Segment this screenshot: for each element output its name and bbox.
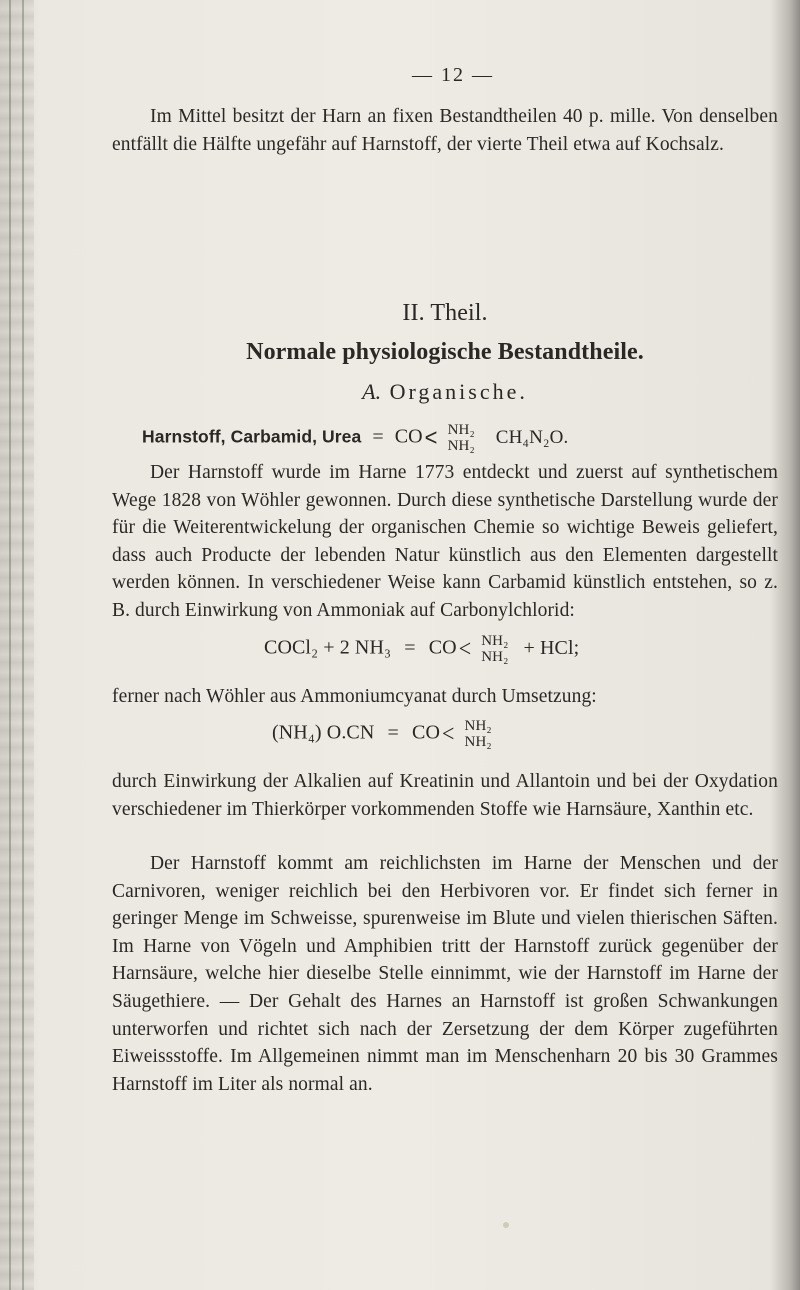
gutter-line: [22, 0, 24, 1290]
urea-eq: =: [372, 425, 384, 448]
urea-nh2-group: [440, 422, 475, 454]
formula2-lhs: (NH₄) O.CN: [272, 721, 375, 744]
formula1-nh2-group: [473, 633, 508, 665]
formula-carbonylchlorid: [264, 633, 579, 665]
formula2-nh2-top: NH₂: [464, 718, 492, 734]
formula1-lhs: COCl₂ + 2 NH₃: [264, 636, 392, 659]
formula2-co: CO: [412, 721, 440, 744]
formula2-nh2-bottom: NH₂: [464, 734, 492, 750]
urea-empirical: CH₄N₂O.: [495, 426, 569, 448]
part-title: II. Theil.: [402, 300, 488, 326]
paragraph-alkalien: durch Einwirkung der Alkalien auf Kreatinin und Allantoin und bei der Oxydation verschiedener im Thierkörper vorkommenden Stoffe wie Harnsäure, Xanthin etc.: [112, 771, 778, 820]
bond-chevron-icon: <: [424, 423, 438, 452]
paper-spot: [503, 1222, 509, 1228]
page-number: — 12 —: [412, 64, 494, 86]
formula1-co: CO: [428, 636, 457, 659]
formula1-nh2-bottom: NH₂: [481, 649, 509, 665]
subsection-label: Organische.: [389, 379, 528, 404]
paragraph-vorkommen: Der Harnstoff kommt am reichlichsten im Harne der Menschen und der Carnivoren, weniger reichlich bei den Herbivoren vor. Er findet sich ferner in geringer Menge im Schweisse, spurenweise im Blute und vielen thierischen Säften. Im Harne von Vögeln und Amphibien tritt der Harnstoff zurück gegenüber der Harnsäure, welche hier dieselbe Stelle einnimmt, wie der Harnstoff im Harne der Säugethiere. — Der Gehalt des Harnes an Harnstoff ist großen Schwankungen unterworfen und richtet sich nach der Zersetzung der dem Körper zugeführten Eiweissstoffe. Im Allgemeinen nimmt man im Menschenharn 20 bis 30 Grammes Harnstoff im Liter als normal an.: [112, 853, 778, 1095]
formula2-eq: =: [387, 721, 399, 744]
formula1-nh2-top: NH₂: [481, 633, 509, 649]
subsection-title: [112, 378, 778, 406]
bond-chevron-icon: <: [442, 719, 455, 748]
section-title: Normale physiologische Bestandtheile.: [246, 339, 644, 365]
paragraph-synthesis: Der Harnstoff wurde im Harne 1773 entdeckt und zuerst auf synthetischem Wege 1828 von Wöhler gewonnen. Durch diese synthetische Darstellung wurde der für die Weiterentwickelung der organischen Chemie so wichtige Beweis geliefert, dass auch Producte der lebenden Natur künstlich aus den Elementen dargestellt werden können. In verschiedener Weise kann Carbamid künstlich entstehen, so z. B. durch Einwirkung von Ammoniak auf Carbonylchlorid:: [112, 462, 778, 621]
bond-chevron-icon: <: [458, 634, 472, 663]
urea-nh2-bottom: NH₂: [447, 438, 475, 454]
intro-paragraph: Im Mittel besitzt der Harn an fixen Bestandtheilen 40 p. mille. Von denselben entfällt die Hälfte ungefähr auf Harnstoff, der vierte Theil etwa auf Kochsalz.: [112, 106, 778, 155]
urea-heading: [142, 422, 568, 454]
urea-co: CO: [394, 425, 423, 448]
gutter-line: [9, 0, 11, 1290]
binding-gutter: [0, 0, 34, 1290]
subsection-letter: A.: [362, 379, 382, 404]
formula1-rhs: + HCl;: [523, 636, 580, 659]
formula1-eq: =: [404, 636, 416, 659]
formula2-nh2-group: [457, 718, 492, 750]
urea-nh2-top: NH₂: [447, 422, 475, 438]
paragraph-ammoniumcyanat: ferner nach Wöhler aus Ammoniumcyanat durch Umsetzung:: [112, 686, 597, 707]
urea-names: Harnstoff, Carbamid, Urea: [142, 426, 362, 447]
formula-ammoniumcyanat: [272, 718, 494, 750]
